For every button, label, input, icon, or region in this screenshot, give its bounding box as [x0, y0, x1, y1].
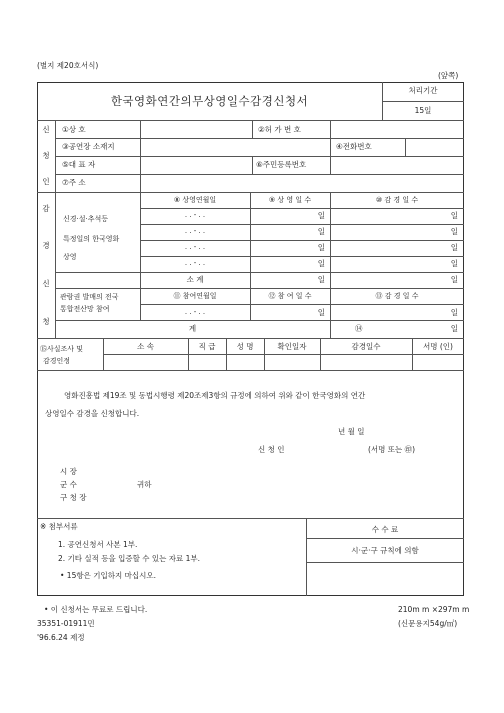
- verify-col-sign: 서명 (인): [423, 342, 453, 351]
- row4-reduce[interactable]: 일: [450, 259, 458, 268]
- verify-col-name: 성 명: [236, 342, 254, 351]
- col-screen-date: ⑧ 상영연월일: [173, 196, 217, 204]
- verification-label-1: ⑮사실조사 및: [40, 345, 84, 353]
- subtotal-reduce[interactable]: 일: [450, 275, 458, 284]
- subtotal-label: 소 계: [186, 275, 204, 284]
- attachment-item-1: 1. 공연신청서 사본 1부.: [58, 540, 138, 549]
- total-number-mark: ⑭: [355, 324, 363, 333]
- subtotal-days[interactable]: 일: [317, 275, 325, 284]
- fee-value: 시·군·구 규칙에 의함: [351, 546, 419, 555]
- row2-reduce[interactable]: 일: [450, 227, 458, 236]
- applicant-char-2: 청: [42, 151, 50, 160]
- field-license-label: ②허 가 번 호: [258, 125, 301, 134]
- col-join-date: ⑪ 참여연월일: [173, 292, 217, 300]
- form-number: (별지 제20호서식): [37, 61, 99, 70]
- network-row-days[interactable]: 일: [317, 308, 325, 317]
- row4-date[interactable]: . . - . .: [184, 259, 206, 267]
- row3-reduce[interactable]: 일: [450, 243, 458, 252]
- statement-line-2: 상영일수 감경을 신청합니다.: [45, 409, 140, 418]
- recipient-district: 구 청 장: [60, 493, 87, 502]
- verify-col-rank: 직 급: [198, 342, 216, 351]
- field-venue-label: ③공연장 소재지: [62, 142, 115, 151]
- paper-spec: (신문용지54g/㎡): [398, 619, 458, 628]
- network-row-date[interactable]: . . - . .: [184, 308, 206, 316]
- processing-value: 15일: [414, 106, 432, 115]
- field-rep-label: ⑤대 표 자: [62, 160, 96, 169]
- applicant-char-3: 인: [42, 177, 50, 186]
- application-date[interactable]: 년 월 일: [338, 427, 365, 436]
- field-name-label: ①상 호: [62, 125, 86, 134]
- page-side: (앞쪽): [438, 71, 459, 80]
- recipient-suffix: 귀하: [137, 480, 152, 489]
- field-resident-input[interactable]: [331, 157, 463, 173]
- field-rep-input[interactable]: [141, 157, 251, 173]
- applicant-label: 신 청 인: [258, 445, 285, 454]
- total-label: 계: [188, 324, 197, 333]
- row4-days[interactable]: 일: [317, 259, 325, 268]
- attachment-note: • 15항은 기입하지 마십시오.: [60, 571, 156, 580]
- free-note: • 이 신청서는 무료로 드립니다.: [44, 605, 148, 614]
- network-label-1: 관람권 발매의 전국: [60, 293, 119, 301]
- field-address-label: ⑦주 소: [62, 178, 86, 187]
- row2-date[interactable]: . . - . .: [184, 227, 206, 235]
- reduction-char-3: 신: [42, 279, 50, 288]
- processing-label: 처리기간: [408, 86, 438, 95]
- col-join-days: ⑫ 참 여 일 수: [268, 292, 312, 300]
- recipient-county: 군 수: [60, 480, 77, 489]
- field-address-input[interactable]: [141, 175, 463, 191]
- special-days-label-2: 특정일의 한국영화: [63, 235, 120, 243]
- verify-col-date: 확인일자: [277, 342, 307, 351]
- special-days-label-1: 신경·설·추석등: [63, 215, 109, 223]
- special-days-label-3: 상영: [63, 253, 77, 261]
- attachment-item-2: 2. 기타 실적 등을 입증할 수 있는 자료 1부.: [58, 554, 201, 563]
- form-code: 35351-01911민: [37, 619, 95, 628]
- network-label-2: 통합전산망 참여: [60, 305, 110, 313]
- row2-days[interactable]: 일: [317, 227, 325, 236]
- network-row-reduce[interactable]: 일: [450, 308, 458, 317]
- paper-size: 210m m ×297m m: [398, 605, 470, 614]
- row1-days[interactable]: 일: [317, 211, 325, 220]
- col-screen-days: ⑨ 상 영 일 수: [268, 196, 312, 204]
- field-license-input[interactable]: [331, 121, 463, 137]
- attachments-title: ※ 첨부서류: [40, 522, 78, 531]
- col-reduce-days: ⑩ 감 경 일 수: [375, 196, 419, 204]
- reduction-char-2: 경: [42, 241, 50, 250]
- row3-days[interactable]: 일: [317, 243, 325, 252]
- fee-label: 수 수 료: [371, 525, 399, 534]
- field-name-input[interactable]: [141, 121, 251, 137]
- recipient-mayor: 시 장: [60, 467, 77, 476]
- row1-reduce[interactable]: 일: [450, 211, 458, 220]
- form-title: 한국영화연간의무상영일수감경신청서: [110, 94, 309, 108]
- total-days[interactable]: 일: [450, 324, 458, 333]
- field-phone-input[interactable]: [406, 139, 463, 155]
- applicant-char-1: 신: [42, 125, 50, 134]
- row1-date[interactable]: . . - . .: [184, 211, 206, 219]
- field-venue-input[interactable]: [141, 139, 329, 155]
- reduction-char-1: 감: [42, 204, 50, 213]
- field-phone-label: ④전화번호: [336, 142, 372, 151]
- verify-col-affiliation: 소 속: [137, 342, 154, 351]
- verification-label-2: 감경인정: [43, 357, 71, 365]
- enact-date: '96.6.24 제정: [37, 633, 85, 642]
- row3-date[interactable]: . . - . .: [184, 243, 206, 251]
- field-resident-label: ⑥주민등록번호: [256, 160, 307, 169]
- verify-col-days: 감경일수: [351, 342, 381, 351]
- signature-field[interactable]: (서명 또는 ㊞): [368, 445, 416, 454]
- statement-line-1: 영화진흥법 제19조 및 동법시행령 제20조제3항의 규정에 의하여 위와 같이 한국영화의 연간: [64, 391, 366, 400]
- col-join-reduce: ⑬ 감 경 일 수: [375, 292, 419, 300]
- reduction-char-4: 청: [42, 317, 50, 326]
